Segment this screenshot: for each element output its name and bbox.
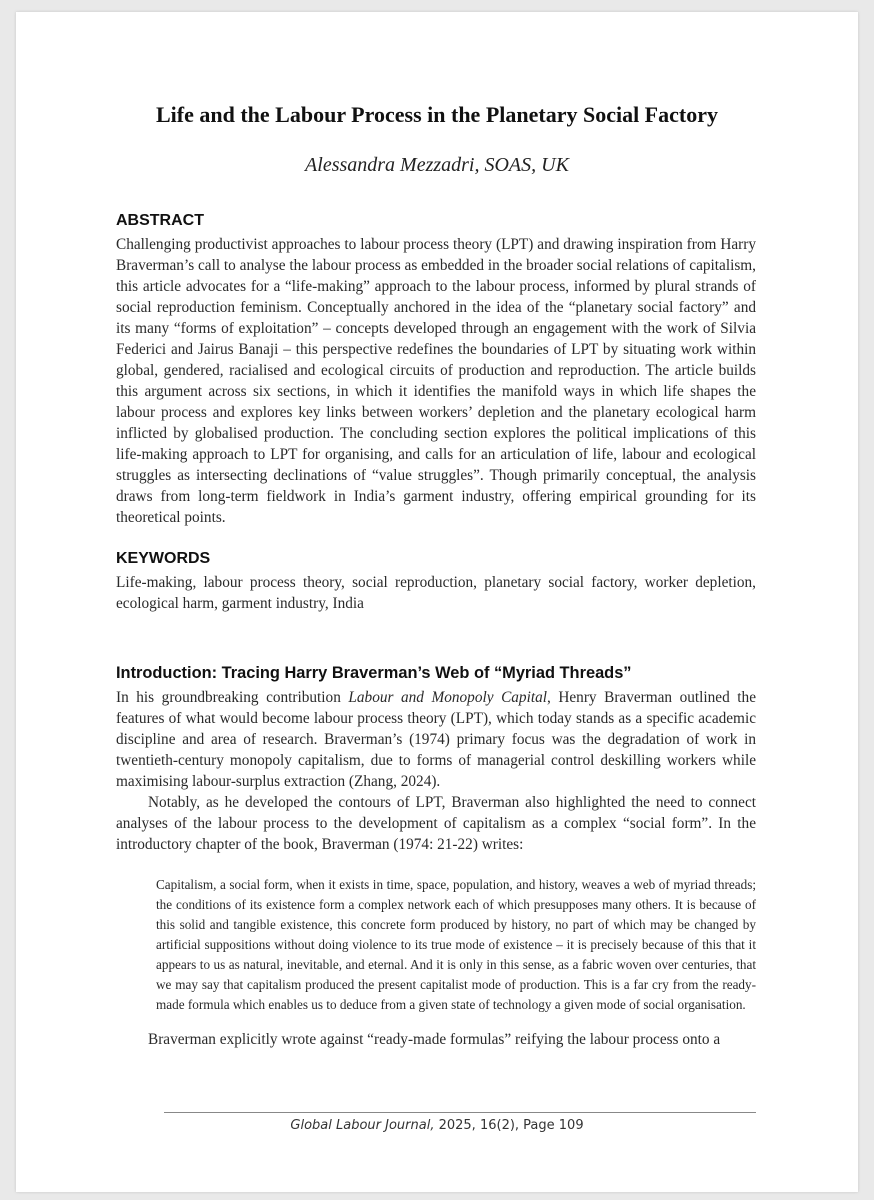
abstract-text: Challenging productivist approaches to labour process theory (LPT) and drawing inspiration from Harry Braverman’s call to analyse the labour process as embedded in the broader social relations of capitalism, this article advocates for a “life-making” approach to the labour process, informed by plural strands of social reproduction feminism. Conceptually anchored in the idea of the “planetary social factory” and its many “forms of exploitation” – concepts developed through an engagement with the work of Silvia Federici and Jairus Banaji – this perspective redefines the boundaries of LPT by situating work within global, gendered, racialised and ecological circuits of production and reproduction. The article builds this argument across six sections, in which it identifies the manifold ways in which life shapes the labour process and explores key links between workers’ depletion and the planetary ecological harm inflicted by globalised production. The concluding section explores the political implications of this life-making approach to LPT for organising, and calls for an articulation of life, labour and ecological struggles as intersecting declinations of “value struggles”. Though primarily conceptual, the analysis draws from long-term fieldwork in India’s garment industry, offering empirical grounding for its theoretical points. (116, 236, 756, 526)
page-footer (16, 1118, 858, 1133)
intro-paragraph-2: Notably, as he developed the contours of LPT, Braverman also highlighted the need to connect analyses of the labour process to the development of capitalism as a complex “social form”. In the introductory chapter of the book, Braverman (1974: 21-22) writes: (116, 794, 756, 853)
journal-name: Global Labour Journal, (290, 1118, 435, 1133)
keywords-heading: KEYWORDS (116, 550, 211, 567)
footer-divider (164, 1112, 756, 1113)
p1-text-after: , Henry Braverman outlined the features of what would become labour process theory (LPT), which today stands as a specific academic discipline and area of research. Braverman’s (1974) primary focus was the degradation of work in twentieth-century monopoly capitalism, due to forms of managerial control deskilling workers while maximising labour-surplus extraction (Zhang, 2024). (116, 689, 756, 790)
paper-page (16, 12, 858, 1192)
author-line: Alessandra Mezzadri, SOAS, UK (305, 154, 569, 176)
keywords-text: Life-making, labour process theory, social reproduction, planetary social factory, worker depletion, ecological harm, garment industry, India (116, 574, 756, 612)
introduction-heading: Introduction: Tracing Harry Braverman’s Web of “Myriad Threads” (116, 664, 632, 682)
intro-paragraph-3: Braverman explicitly wrote against “ready-made formulas” reifying the labour process onto a (148, 1031, 721, 1048)
paper-title: Life and the Labour Process in the Planetary Social Factory (156, 102, 718, 127)
block-quote: Capitalism, a social form, when it exists in time, space, population, and history, weaves a web of myriad threads; the conditions of its existence form a complex network each of which presupposes many others. It is because of this solid and tangible existence, this concrete form produced by history, no part of which may be changed by artificial suppositions without doing violence to its true mode of existence – it is precisely because of this that it appears to us as natural, inevitable, and eternal. And it is only in this sense, as a fabric woven over centuries, that we may say that capitalism produced the present capitalist mode of production. This is a far cry from the ready-made formula which enables us to deduce from a given state of technology a given mode of social organisation. (156, 877, 756, 1012)
intro-paragraph-1 (116, 687, 756, 792)
p1-text-before: In his groundbreaking contribution (116, 689, 349, 706)
book-title: Labour and Monopoly Capital (348, 689, 547, 706)
abstract-heading: ABSTRACT (116, 212, 204, 229)
footer-citation: 2025, 16(2), Page 109 (434, 1118, 584, 1133)
paper-content (116, 212, 756, 1050)
